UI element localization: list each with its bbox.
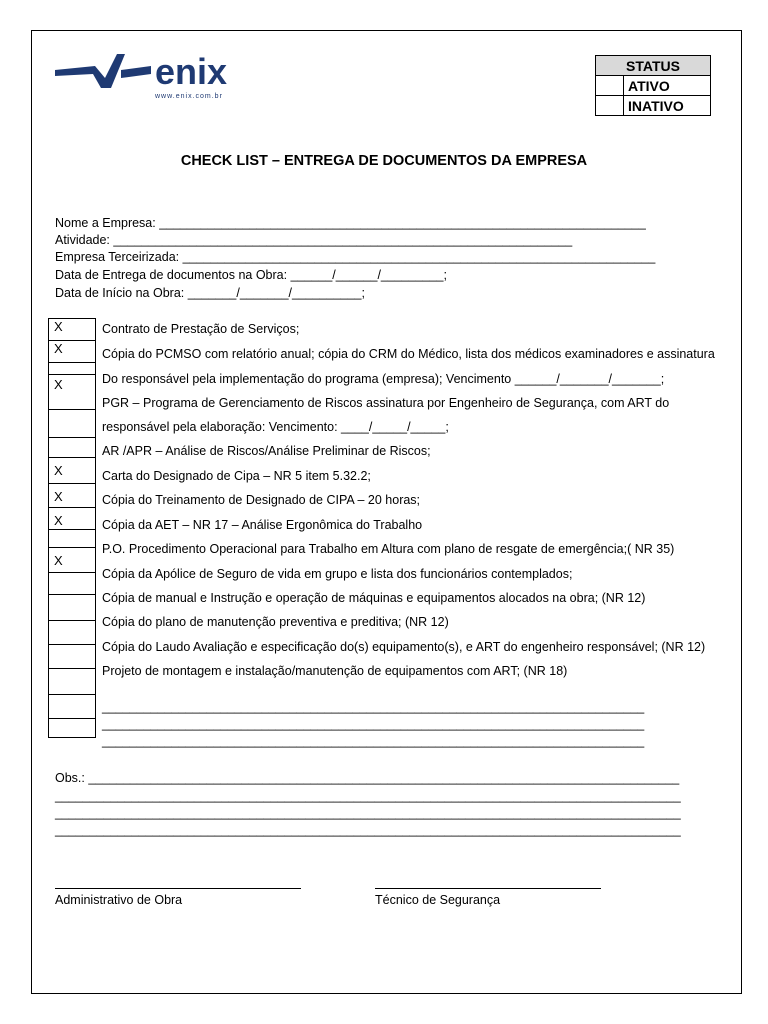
field-activity[interactable]: Atividade: __________________________________________________________________ (55, 233, 573, 247)
field-company-name[interactable]: Nome a Empresa: ______________________________________________________________________ (55, 216, 646, 230)
field-delivery-date[interactable]: Data de Entrega de documentos na Obra: ______/______/_________; (55, 268, 447, 282)
checkbox-1[interactable]: X (49, 318, 95, 340)
status-ativo-checkbox[interactable] (596, 76, 624, 96)
checkbox-4[interactable]: X (49, 374, 95, 409)
checkbox-8[interactable]: X (49, 483, 95, 507)
checklist-item: P.O. Procedimento Operacional para Trabalho em Altura com plano de resgate de emergência;( NR 35) (102, 542, 675, 556)
checkbox-6[interactable] (49, 437, 95, 457)
checkbox-13[interactable] (49, 594, 95, 620)
blank-line[interactable]: ______________________________________________________________________________ (102, 700, 645, 714)
checklist-item: responsável pela elaboração: Vencimento: ____/_____/_____; (102, 420, 449, 434)
page-frame (31, 30, 742, 994)
status-header: STATUS (596, 56, 711, 76)
checkbox-16[interactable] (49, 668, 95, 694)
checkbox-9[interactable]: X (49, 507, 95, 529)
checklist-item: Cópia de manual e Instrução e operação de máquinas e equipamentos alocados na obra; (NR 12) (102, 591, 646, 605)
checkbox-17[interactable] (49, 694, 95, 718)
enix-logo (55, 48, 245, 100)
checklist-item: Cópia do plano de manutenção preventiva e preditiva; (NR 12) (102, 615, 449, 629)
signature-label-safety: Técnico de Segurança (375, 893, 501, 907)
checkbox-15[interactable] (49, 644, 95, 668)
blank-line[interactable]: ______________________________________________________________________________ (102, 734, 645, 748)
checklist-item: Do responsável pela implementação do programa (empresa); Vencimento ______/_______/_______; (102, 372, 665, 386)
field-outsourced-company[interactable]: Empresa Terceirizada: ____________________________________________________________________ (55, 250, 656, 264)
checklist-item: Cópia da AET – NR 17 – Análise Ergonômica do Trabalho (102, 518, 423, 532)
checkbox-5[interactable] (49, 409, 95, 437)
checklist-item: Cópia da Apólice de Seguro de vida em grupo e lista dos funcionários contemplados; (102, 567, 573, 581)
signature-line-safety[interactable] (375, 888, 601, 889)
blank-line[interactable]: ______________________________________________________________________________ (102, 717, 645, 731)
checkbox-3[interactable] (49, 362, 95, 374)
obs-line[interactable]: __________________________________________________________________________________________ (55, 789, 681, 803)
checkbox-12[interactable] (49, 572, 95, 594)
checklist-item: Cópia do Treinamento de Designado de CIPA – 20 horas; (102, 493, 421, 507)
signature-label-admin: Administrativo de Obra (55, 893, 183, 907)
checklist-item: Cópia do PCMSO com relatório anual; cópia do CRM do Médico, lista dos médicos examinadores e assinatura (102, 347, 715, 361)
checkbox-2[interactable]: X (49, 340, 95, 362)
checklist-item: Projeto de montagem e instalação/manutenção de equipamentos com ART; (NR 18) (102, 664, 568, 678)
obs-line[interactable]: __________________________________________________________________________________________ (55, 823, 681, 837)
checklist-item: PGR – Programa de Gerenciamento de Riscos assinatura por Engenheiro de Segurança, com ART do (102, 396, 670, 410)
signature-line-admin[interactable] (55, 888, 301, 889)
status-table (595, 55, 711, 116)
status-inativo-label: INATIVO (624, 96, 711, 116)
checkbox-10[interactable] (49, 529, 95, 547)
obs-line[interactable]: __________________________________________________________________________________________ (55, 806, 681, 820)
checkbox-7[interactable]: X (49, 457, 95, 483)
checklist-item: Contrato de Prestação de Serviços; (102, 322, 300, 336)
obs-field[interactable]: Obs.: _____________________________________________________________________________________ (55, 771, 680, 785)
checkbox-14[interactable] (49, 620, 95, 644)
field-start-date[interactable]: Data de Início na Obra: _______/_______/__________; (55, 286, 365, 300)
checkbox-18[interactable] (49, 718, 95, 738)
svg-text:www.enix.com.br: www.enix.com.br (155, 93, 223, 100)
svg-text:enix: enix (155, 51, 228, 92)
checklist-item: Carta do Designado de Cipa – NR 5 item 5.32.2; (102, 469, 371, 483)
checkbox-11[interactable]: X (49, 547, 95, 572)
checklist-item: AR /APR – Análise de Riscos/Análise Preliminar de Riscos; (102, 444, 431, 458)
document-title: CHECK LIST – ENTREGA DE DOCUMENTOS DA EMPRESA (180, 153, 588, 169)
checklist-item: Cópia do Laudo Avaliação e especificação do(s) equipamento(s), e ART do engenheiro responsável; (NR 12) (102, 640, 706, 654)
checkbox-column (48, 318, 96, 738)
status-ativo-label: ATIVO (624, 76, 711, 96)
status-inativo-checkbox[interactable] (596, 96, 624, 116)
